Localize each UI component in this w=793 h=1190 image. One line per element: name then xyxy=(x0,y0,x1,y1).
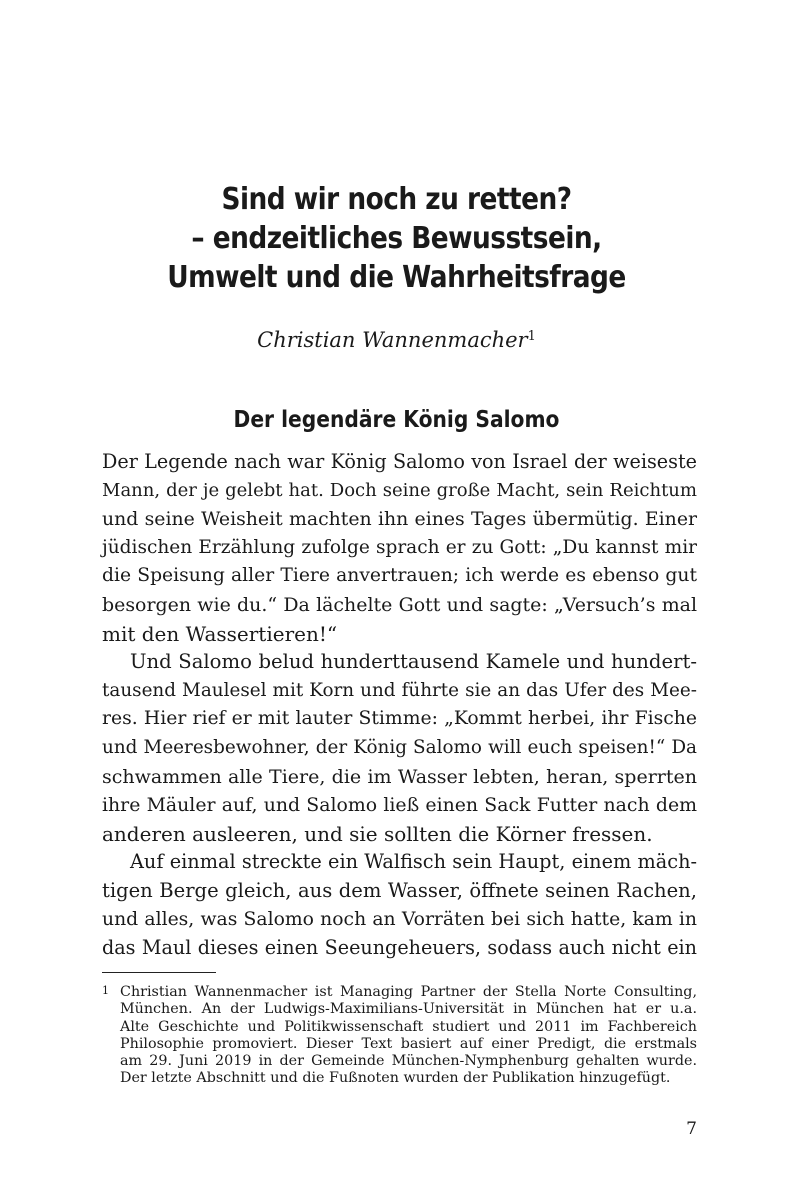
body-line: jüdischen Erzählung zufolge sprach er zu Gott: „Du kannst mir xyxy=(102,536,697,558)
body-line: das Maul dieses einen Seeungeheuers, sodass auch nicht ein xyxy=(102,936,697,960)
footnote-reference[interactable]: 1 xyxy=(527,329,536,344)
chapter-title-line: Sind wir noch zu retten? xyxy=(221,182,572,217)
body-line: anderen ausleeren, und sie sollten die Körner fressen. xyxy=(102,821,653,846)
body-line: ihre Mäuler auf, und Salomo ließ einen Sack Futter nach dem xyxy=(102,794,697,817)
footnote-line: Philosophie promoviert. Dieser Text basiert auf einer Predigt, die erstmals xyxy=(120,1035,697,1052)
section-heading: Der legendäre König Salomo xyxy=(233,407,560,433)
body-line: besorgen wie du.“ Da lächelte Gott und sagte: „Versuch’s mal xyxy=(102,593,697,616)
chapter-title-line: Umwelt und die Wahrheitsfrage xyxy=(167,260,626,295)
body-line: und alles, was Salomo noch an Vorräten bei sich hatte, kam in xyxy=(102,908,697,930)
footnote-line: Christian Wannenmacher ist Managing Partner der Stella Norte Consulting, xyxy=(120,984,697,1000)
footnote-line: am 29. Juni 2019 in der Gemeinde München-Nymphenburg gehalten wurde. xyxy=(120,1053,697,1070)
body-line: Der Legende nach war König Salomo von Israel der weiseste xyxy=(102,450,697,473)
body-text xyxy=(102,448,697,963)
body-line: Auf einmal streckte ein Walfisch sein Haupt, einem mäch- xyxy=(130,850,697,874)
body-line: res. Hier rief er mit lauter Stimme: „Kommt herbei, ihr Fische xyxy=(102,708,697,730)
author-line xyxy=(0,325,793,355)
footnote xyxy=(102,984,697,1088)
body-line: schwammen alle Tiere, die im Wasser lebten, heran, sperrten xyxy=(102,765,697,788)
footnote-mark: 1 xyxy=(102,984,109,997)
body-line: und Meeresbewohner, der König Salomo will euch speisen!“ Da xyxy=(102,736,697,758)
footnote-line: Der letzte Abschnitt und die Fußnoten wurden der Publikation hinzugefügt. xyxy=(120,1070,671,1087)
body-line: die Speisung aller Tiere anvertrauen; ich werde es ebenso gut xyxy=(102,565,697,587)
body-line: Mann, der je gelebt hat. Doch seine große Macht, sein Reichtum xyxy=(102,479,697,501)
body-line: tausend Maulesel mit Korn und führte sie an das Ufer des Mee- xyxy=(102,679,697,701)
body-line: mit den Wassertieren!“ xyxy=(102,621,338,646)
body-line: tigen Berge gleich, aus dem Wasser, öffnete seinen Rachen, xyxy=(102,878,697,902)
footnote-text xyxy=(120,984,697,1088)
author-name: Christian Wannenmacher xyxy=(257,328,528,352)
chapter-title-line: – endzeitliches Bewusstsein, xyxy=(191,221,602,256)
footnote-line: Alte Geschichte und Politikwissenschaft studiert und 2011 im Fachbereich xyxy=(120,1018,697,1035)
page-number: 7 xyxy=(686,1119,697,1139)
body-line: und seine Weisheit machten ihn eines Tages übermütig. Einer xyxy=(102,508,697,531)
footnote-divider xyxy=(102,972,216,973)
chapter-title xyxy=(48,180,746,297)
footnote-line: München. An der Ludwigs-Maximilians-Universität in München hat er u.a. xyxy=(120,1001,697,1018)
body-line: Und Salomo belud hunderttausend Kamele und hundert- xyxy=(130,650,697,674)
